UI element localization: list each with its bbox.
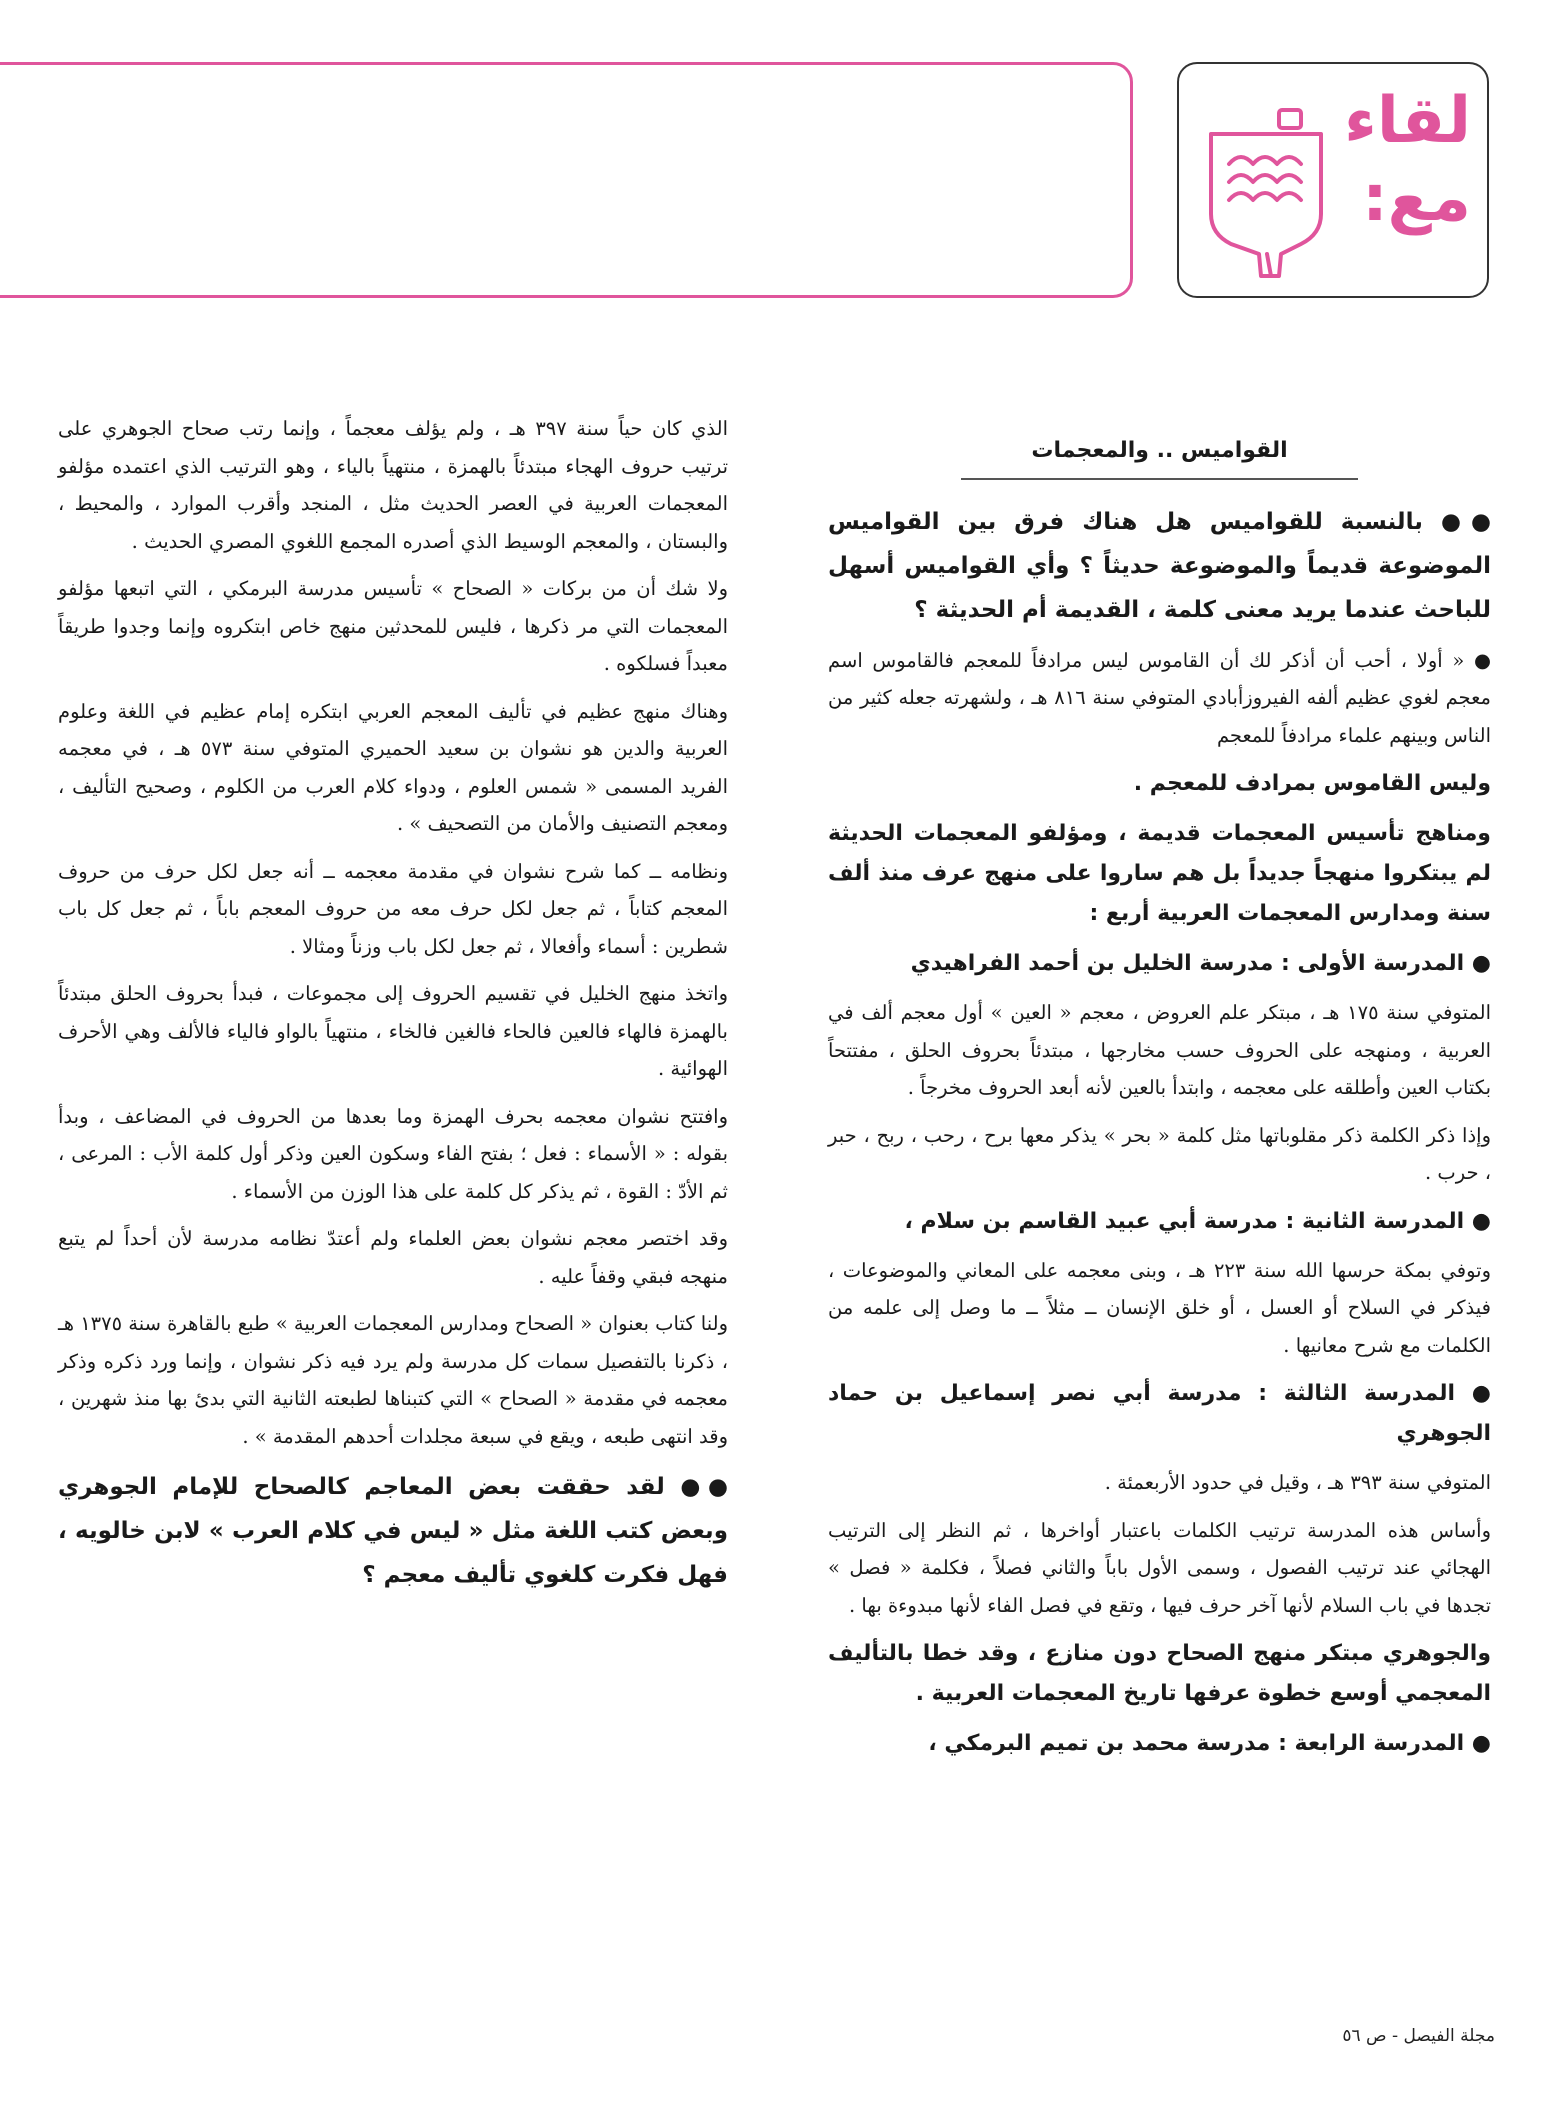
school-2-text: وتوفي بمكة حرسها الله سنة ٢٢٣ هـ ، وبنى معجمه على المعاني والموضوعات ، فيذكر في السلاح أو العسل ، أو خلق الإنسان ــ مثلاً ــ ما وصل إلى علمه من الكلمات مع شرح معانيها . xyxy=(828,1258,1491,1357)
question-1: ●● بالنسبة للقواميس هل هناك فرق بين القواميس الموضوعة قديماً والموضوعة حديثاً ؟ وأي القواميس أسهل للباحث عندما يريد معنى كلمة ، القديمة أم الحديثة ؟ xyxy=(828,508,1491,623)
hand-pen-icon xyxy=(1191,94,1341,284)
left-column xyxy=(58,410,728,1607)
page-footer: مجلة الفيصل - ص ٥٦ xyxy=(1342,2026,1495,2046)
header-frame xyxy=(0,62,1133,298)
school-4-heading: ● المدرسة الرابعة : مدرسة محمد بن تميم البرمكي ، xyxy=(928,1731,1491,1756)
left-paragraph-2: ولا شك أن من بركات « الصحاح » تأسيس مدرسة البرمكي ، التي اتبعها مؤلفو المعجمات التي مر ذكرها ، فليس للمحدثين منهج خاص ابتكروه وإنما وجدوا طريقاً معبداً فسلكوه . xyxy=(58,577,728,675)
logo-line-1: لقاء xyxy=(1344,84,1471,158)
school-3-text-2: وأساس هذه المدرسة ترتيب الكلمات باعتبار أواخرها ، ثم النظر إلى الترتيب الهجائي عند ترتيب الفصول ، وسمى الأول باباً والثاني فصلاً ، فكلمة « فصل » تجدها في باب السلام لأنها آخر حرف فيها ، وتقع في فصل الفاء لأنها مبدوءة بها . xyxy=(828,1518,1491,1617)
school-3-text: المتوفي سنة ٣٩٣ هـ ، وقيل في حدود الأربعمئة . xyxy=(1104,1471,1491,1494)
left-paragraph-5: واتخذ منهج الخليل في تقسيم الحروف إلى مجموعات ، فبدأ بحروف الحلق مبتدئاً بالهمزة فالهاء فالعين فالحاء فالغين فالخاء ، منتهياً بالواو فالياء فالألف وهي الأحرف الهوائية . xyxy=(58,982,728,1080)
left-paragraph-3: وهناك منهج عظيم في تأليف المعجم العربي ابتكره إمام عظيم في اللغة وعلوم العربية والدين هو نشوان بن سعيد الحميري المتوفي سنة ٥٧٣ هـ ، في معجمه الفريد المسمى « شمس العلوم ، ودواء كلام العرب من الكلوم ، وصحيح التأليف ، ومعجم التصنيف والأمان من التصحيف » . xyxy=(58,699,728,835)
logo-title xyxy=(1344,82,1471,238)
school-2-heading: ● المدرسة الثانية : مدرسة أبي عبيد القاسم بن سلام ، xyxy=(904,1208,1491,1234)
school-1-heading: ● المدرسة الأولى : مدرسة الخليل بن أحمد الفراهيدي xyxy=(910,951,1491,976)
left-paragraph-4: ونظامه ــ كما شرح نشوان في مقدمة معجمه ــ أنه جعل لكل حرف من حروف المعجم كتاباً ، ثم جعل لكل حرف معه من حروف المعجم باباً ، ثم جعل كل باب شطرين : أسماء وأفعالا ، ثم جعل لكل باب وزناً ومثالا . xyxy=(58,859,728,958)
section-title: القواميس .. والمعجمات xyxy=(961,432,1359,480)
school-1-text: المتوفي سنة ١٧٥ هـ ، مبتكر علم العروض ، معجم « العين » أول معجم ألف في العربية ، ومنهجه على الحروف حسب مخارجها ، مبتدئاً بحروف الحلق ، مفتتحاً بكتاب العين وأطلقه على معجمه ، وابتدأ بالعين لأنه أبعد الحروف مخرجاً . xyxy=(828,1001,1491,1099)
left-paragraph-8: ولنا كتاب بعنوان « الصحاح ومدارس المعجمات العربية » طبع بالقاهرة سنة ١٣٧٥ هـ ، ذكرنا بالتفصيل سمات كل مدرسة ولم يرد فيه ذكر نشوان ، وإنما ورد ذكره وذكر معجمه في مقدمة « الصحاح » التي كتبناها لطبعته الثانية التي بدئ بها منذ شهرين ، وقد انتهى طبعه ، ويقع في سبعة مجلدات أحدهم المقدمة » . xyxy=(58,1312,728,1448)
left-paragraph-7: وقد اختصر معجم نشوان بعض العلماء ولم أعتدّ نظامه مدرسة لأن أحداً لم يتبع منهجه فبقي وقفاً عليه . xyxy=(58,1227,728,1288)
answer-paragraph-1-bold: وليس القاموس بمرادف للمعجم . xyxy=(1133,771,1491,796)
answer-paragraph-3: والجوهري مبتكر منهج الصحاح دون منازع ، وقد خطا بالتأليف المعجمي أوسع خطوة عرفها تاريخ المعجمات العربية . xyxy=(828,1641,1491,1706)
school-3-heading: ● المدرسة الثالثة : مدرسة أبي نصر إسماعيل بن حماد الجوهري xyxy=(828,1381,1491,1446)
left-paragraph-6: وافتتح نشوان معجمه بحرف الهمزة وما بعدها من الحروف في المضاعف ، وبدأ بقوله : « الأسماء : فعل ؛ بفتح الفاء وسكون العين وذكر أول كلمة الأب : المرعى ، ثم الأدّ : القوة ، ثم يذكر كل كلمة على هذا الوزن من الأسماء . xyxy=(58,1104,728,1203)
right-column xyxy=(828,432,1491,1774)
school-1-text-2: وإذا ذكر الكلمة ذكر مقلوباتها مثل كلمة « بحر » يذكر معها برح ، رحب ، ربح ، حبر ، حرب . xyxy=(828,1123,1491,1184)
left-paragraph-1: الذي كان حياً سنة ٣٩٧ هـ ، ولم يؤلف معجماً ، وإنما رتب صحاح الجوهري على ترتيب حروف الهجاء مبتدئاً بالهمزة ، منتهياً بالياء ، وهو الترتيب الذي اعتمده مؤلفو المعجمات العربية في العصر الحديث مثل ، المنجد وأقرب الموارد ، والمحيط ، والبستان ، والمعجم الوسيط الذي أصدره المجمع اللغوي المصري الحديث . xyxy=(58,417,728,553)
question-2: ●● لقد حققت بعض المعاجم كالصحاح للإمام الجوهري وبعض كتب اللغة مثل « ليس في كلام العرب » لابن خالويه ، فهل فكرت كلغوي تأليف معجم ؟ xyxy=(58,1474,728,1588)
logo-line-2: مع: xyxy=(1362,162,1471,236)
column-logo xyxy=(1177,62,1489,298)
answer-paragraph-1: ● « أولا ، أحب أن أذكر لك أن القاموس ليس مرادفاً للمعجم فالقاموس اسم معجم لغوي عظيم ألفه الفيروزأبادي المتوفي سنة ٨١٦ هـ ، ولشهرته جعله كثير من الناس وبينهم علماء مرادفاً للمعجم xyxy=(828,648,1491,747)
answer-paragraph-2: ومناهج تأسيس المعجمات قديمة ، ومؤلفو المعجمات الحديثة لم يبتكروا منهجاً جديداً بل هم ساروا على منهج عرف منذ ألف سنة ومدارس المعجمات العربية أربع : xyxy=(828,821,1491,926)
